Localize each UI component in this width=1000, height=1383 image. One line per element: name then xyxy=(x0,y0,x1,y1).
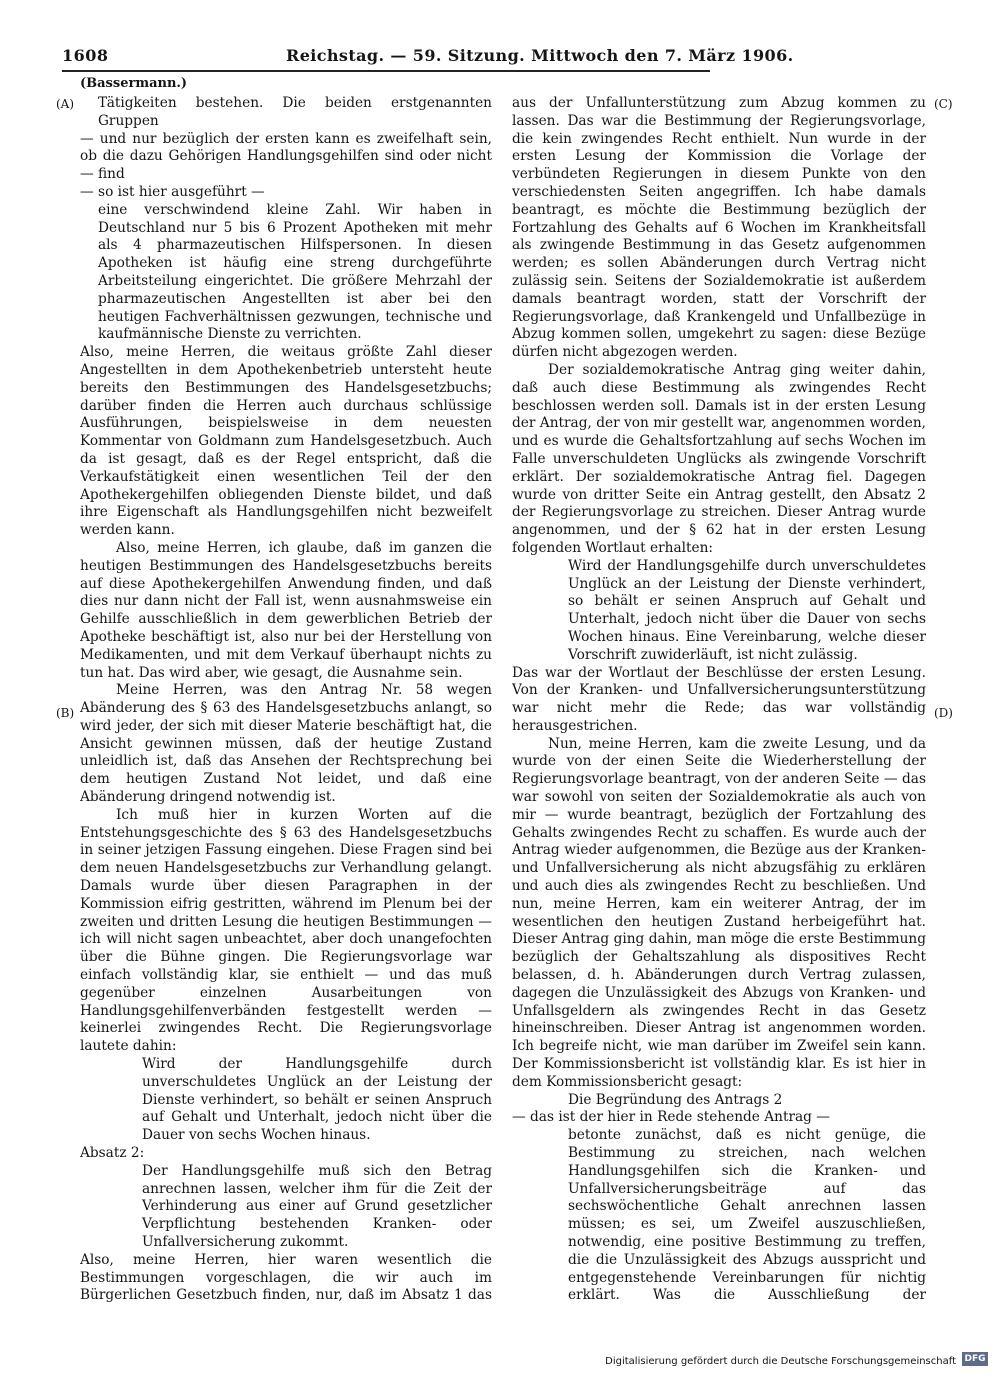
paragraph: Also, meine Herren, hier waren wesentlich die Bestimmungen vorgeschlagen, die wir auch im Bürgerlichen Gesetzbuch finden, nur, daß im Absatz 1 das xyxy=(80,1251,492,1304)
margin-marker-c: (C) xyxy=(934,97,953,111)
paragraph: Meine Herren, was den Antrag Nr. 58 wegen Abänderung des § 63 des Handelsgesetzbuchs anlangt, so wird jeder, der sich mit dieser Materie beschäftigt hat, die Ansicht gewinnen müssen, daß der heutige Zustand unleidlich ist, daß das Ansehen der Rechtsprechung bei dem heutigen Zustand Not leidet, und daß eine Abänderung dringend notwendig ist. xyxy=(80,682,492,806)
header-rule xyxy=(62,70,710,72)
page-number: 1608 xyxy=(62,46,109,65)
paragraph: Ich muß hier in kurzen Worten auf die Entstehungsgeschichte des § 63 des Handelsgesetzbuchs in seiner jetzigen Fassung eingehen. Diese Fragen sind bei dem neuen Handelsgesetzbuchs zur Verhandlung gelangt. Damals wurde über diesen Paragraphen in der Kommission eifrig gestritten, während im Plenum bei der zweiten und dritten Lesung die heutigen Bestimmungen — ich will nicht sagen unbeachtet, aber doch unangefochten über die Bühne gingen. Die Regierungsvorlage war einfach vollständig klar, sie enthielt — und das muß gegenüber einzelnen Ausarbeitungen von Handlungsgehilfenverbänden festgestellt werden — keinerlei zwingendes Recht. Die Regierungsvorlage lautete dahin: xyxy=(80,806,492,1055)
paragraph: Tätigkeiten bestehen. Die beiden erstgenannten Gruppen xyxy=(98,95,492,129)
paragraph: aus der Unfallunterstützung zum Abzug kommen zu lassen. Das war die Bestimmung der Regierungsvorlage, die kein zwingendes Recht enthielt. Nun wurde in der ersten Lesung der Kommission die Vorlage der verbündeten Regierungen in diesem Punkte von den verschiedensten Seiten angegriffen. Ich habe damals beantragt, es möchte die Bestimmung bezüglich der Fortzahlung des Gehalts auf 6 Wochen im Krankheitsfall als zwingende Bestimmung in das Gesetz aufgenommen werden; es sollen Abänderungen durch Vertrag nicht zulässig sein. Seitens der Sozialdemokratie ist außerdem damals beantragt worden, statt der Vorschrift der Regierungsvorlage, daß Krankengeld und Unfallbezüge in Abzug kommen sollen, umgekehrt zu sagen: diese Bezüge dürfen nicht abgezogen werden. xyxy=(512,95,926,361)
paragraph: Also, meine Herren, die weitaus größte Zahl dieser Angestellten in dem Apothekenbetrieb untersteht heute bereits den Bestimmungen des Handelsgesetzbuchs; darüber finden die Herren auch durchaus schlüssige Ausführungen, beispielsweise in dem neuesten Kommentar von Goldmann zum Handelsgesetzbuch. Auch da ist gesagt, daß es der Regel entspricht, daß die Verkaufstätigkeit einen wesentlichen Teil der den Apothekergehilfen obliegenden Dienste bildet, und daß ihre Eigenschaft als Handlungsgehilfen nicht bezweifelt werden kann. xyxy=(80,344,492,539)
page-header xyxy=(62,46,794,72)
paragraph: Wird der Handlungsgehilfe durch unverschuldetes Unglück an der Leistung der Dienste verhindert, so behält er seinen Anspruch auf Gehalt und Unterhalt, jedoch nicht über die Dauer von sechs Wochen hinaus. Eine Vereinbarung, welche dieser Vorschrift zuwiderläuft, ist nicht zulässig. xyxy=(568,557,926,663)
page-title: Reichstag. — 59. Sitzung. Mittwoch den 7. März 1906. xyxy=(286,46,794,65)
speaker-name: (Bassermann.) xyxy=(80,76,188,91)
dfg-logo: DFG xyxy=(962,1352,988,1366)
paragraph: Nun, meine Herren, kam die zweite Lesung, und da wurde von der einen Seite die Wiederherstellung der Regierungsvorlage beantragt, von der anderen Seite — das war sowohl von seiten der Sozialdemokratie als auch von mir — wurde beantragt, bezüglich der Fortzahlung des Gehalts zwingendes Recht zu schaffen. Es wurde auch der Antrag wieder aufgenommen, die Bezüge aus der Kranken- und Unfallversicherung als nicht abzugsfähig zu erklären und auch dies als zwingendes Recht zu beschließen. Und nun, meine Herren, kam ein weiterer Antrag, der im wesentlichen den heutigen Zustand herbeigeführt hat. Dieser Antrag ging dahin, man möge die erste Bestimmung bezüglich der Gehaltszahlung als dispositives Recht belassen, d. h. Abänderungen durch Vertrag zulassen, dagegen die Unzulässigkeit des Abzugs von Kranken- und Unfallsgeldern als zwingendes Recht in das Gesetz hineinschreiben. Dieser Antrag ist angenommen worden. Ich begreife nicht, wie man darüber im Zweifel sein kann. Der Kommissionsbericht ist vollständig klar. Es ist hier in dem Kommissionsbericht gesagt: xyxy=(512,735,926,1090)
paragraph: Der sozialdemokratische Antrag ging weiter dahin, daß auch diese Bestimmung als zwingendes Recht beschlossen werden soll. Damals ist in der ersten Lesung der Antrag, der von mir gestellt war, angenommen worden, und es wurde die Gehaltsfortzahlung auf sechs Wochen im Falle unverschuldeten Unglücks als zwingende Vorschrift erklärt. Der sozialdemokratische Antrag fiel. Dagegen wurde von dritter Seite ein Antrag gestellt, den Absatz 2 der Regierungsvorlage zu streichen. Dieser Antrag wurde angenommen, und der § 62 hat in der ersten Lesung folgenden Wortlaut erhalten: xyxy=(512,361,926,556)
footer-credit: Digitalisierung gefördert durch die Deutsche Forschungsgemeinschaft xyxy=(605,1356,956,1367)
margin-marker-a: (A) xyxy=(56,97,75,111)
paragraph: — und nur bezüglich der ersten kann es zweifelhaft sein, ob die dazu Gehörigen Handlungsgehilfen sind oder nicht — find xyxy=(80,130,492,183)
paragraph: — so ist hier ausgeführt — xyxy=(80,183,265,200)
paragraph: Der Handlungsgehilfe muß sich den Betrag anrechnen lassen, welcher ihm für die Zeit der Verhinderung aus einer auf Grund gesetzlicher Verpflichtung bestehenden Kranken- oder Unfallversicherung zukommt. xyxy=(142,1162,492,1250)
paragraph: eine verschwindend kleine Zahl. Wir haben in Deutschland nur 5 bis 6 Prozent Apotheken mit mehr als 4 pharmazeutischen Hilfspersonen. In diesen Apotheken ist häufig eine streng durchgeführte Arbeitsteilung eingerichtet. Die größere Mehrzahl der pharmazeutischen Angestellten ist aber bei den heutigen Fachverhältnissen gezwungen, technische und kaufmännische Dienste zu verrichten. xyxy=(98,201,492,343)
paragraph: Das war der Wortlaut der Beschlüsse der ersten Lesung. Von der Kranken- und Unfallversicherungsunterstützung war nicht mehr die Rede; das war vollständig herausgestrichen. xyxy=(512,664,926,734)
paragraph: Die Begründung des Antrags 2 xyxy=(568,1091,783,1108)
left-column xyxy=(80,95,492,1305)
paragraph: betonte zunächst, daß es nicht genüge, die Bestimmung zu streichen, nach welchen Handlungsgehilfen sich die Kranken- und Unfallversicherungsbeiträge auf das sechswöchentliche Gehalt anrechnen lassen müssen; es sei, um Zweifel auszuschließen, notwendig, eine positive Bestimmung zu treffen, die die Unzulässigkeit des Abzugs ausspricht und entgegenstehende Vereinbarungen für nichtig erklärt. Was die Ausschließung der xyxy=(568,1127,926,1304)
right-column xyxy=(512,95,926,1305)
paragraph: — das ist der hier in Rede stehende Antrag — xyxy=(512,1109,830,1126)
paragraph: Also, meine Herren, ich glaube, daß im ganzen die heutigen Bestimmungen des Handelsgesetzbuchs bereits auf diese Apothekergehilfen Anwendung finden, und daß dies nur dann nicht der Fall ist, wenn ausnahmsweise ein Gehilfe ausschließlich in dem gewerblichen Betrieb der Apotheke beschäftigt ist, also nur bei der Herstellung von Medikamenten, und mit dem Verkauf überhaupt nichts zu tun hat. Das wird aber, wie gesagt, die Ausnahme sein. xyxy=(80,539,492,681)
margin-marker-b: (B) xyxy=(56,706,75,720)
paragraph: Wird der Handlungsgehilfe durch unverschuldetes Unglück an der Leistung der Dienste verhindert, so behält er seinen Anspruch auf Gehalt und Unterhalt, jedoch nicht über die Dauer von sechs Wochen hinaus. xyxy=(142,1056,492,1144)
margin-marker-d: (D) xyxy=(934,706,953,720)
paragraph: Absatz 2: xyxy=(80,1145,145,1162)
